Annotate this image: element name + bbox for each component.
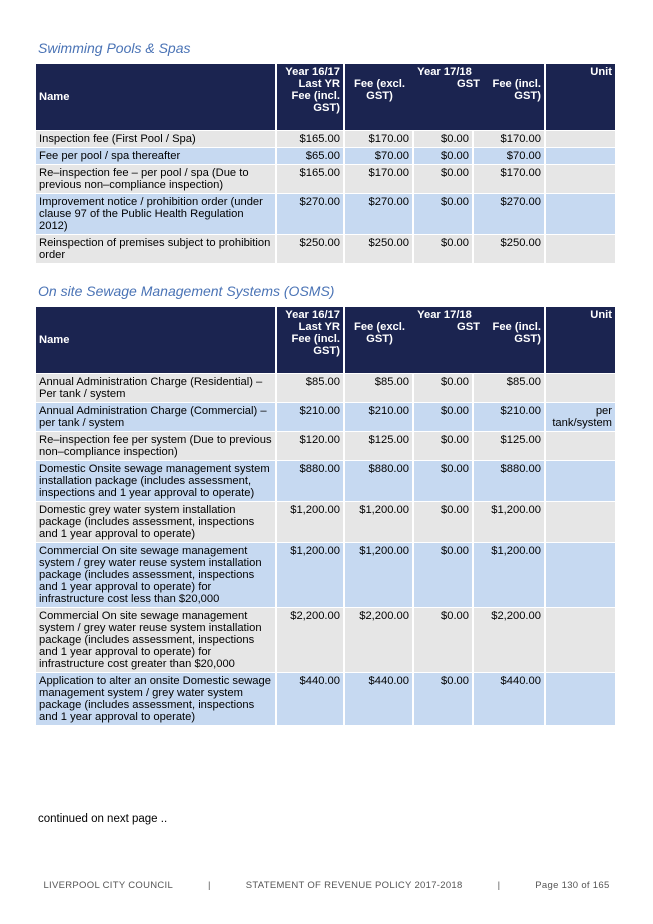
cell-fee-incl: $85.00 (474, 373, 546, 402)
header-last-yr (277, 64, 345, 130)
cell-fee-incl: $2,200.00 (474, 607, 546, 672)
header-year-prev: Year 16/17 (285, 66, 340, 78)
section-title-osms: On site Sewage Management Systems (OSMS) (38, 283, 335, 299)
header-year-curr: Year 17/18 (417, 66, 472, 78)
cell-fee-excl: $880.00 (345, 460, 414, 501)
cell-name: Reinspection of premises subject to prohibition order (36, 234, 277, 263)
header-year-prev: Year 16/17 (285, 309, 340, 321)
cell-fee-excl: $2,200.00 (345, 607, 414, 672)
cell-fee-incl: $1,200.00 (474, 501, 546, 542)
table-row (36, 373, 615, 402)
fee-table-osms (36, 307, 615, 725)
footer-doc-title: STATEMENT OF REVENUE POLICY 2017-2018 (245, 880, 463, 891)
cell-last-yr-fee: $2,200.00 (277, 607, 345, 672)
cell-unit (546, 164, 615, 193)
cell-name: Re–inspection fee per system (Due to previous non–compliance inspection) (36, 431, 277, 460)
cell-name: Commercial On site sewage management system / grey water reuse system installation package (includes assessment, inspections and 1 year approval to operate) for infrastructure cost greater than $20,000 (36, 607, 277, 672)
cell-fee-incl: $1,200.00 (474, 542, 546, 607)
header-gst: GST (457, 321, 480, 333)
cell-unit (546, 431, 615, 460)
cell-gst: $0.00 (414, 672, 474, 725)
cell-name: Improvement notice / prohibition order (under clause 97 of the Public Health Regulation 2012) (36, 193, 277, 234)
table-body-osms (36, 373, 615, 725)
cell-gst: $0.00 (414, 460, 474, 501)
cell-unit (546, 234, 615, 263)
header-fee-incl: Fee (incl. GST) (492, 321, 541, 345)
table-row (36, 431, 615, 460)
footer-separator: | (208, 880, 211, 891)
header-name: Name (36, 64, 277, 130)
cell-unit (546, 193, 615, 234)
cell-gst: $0.00 (414, 501, 474, 542)
footer-separator: | (497, 880, 501, 891)
cell-gst: $0.00 (414, 147, 474, 164)
cell-unit (546, 373, 615, 402)
cell-last-yr-fee: $210.00 (277, 402, 345, 431)
header-fee-excl: Fee (excl. GST) (354, 78, 405, 102)
cell-unit (546, 672, 615, 725)
cell-unit (546, 501, 615, 542)
table-row (36, 501, 615, 542)
section-title-pools: Swimming Pools & Spas (38, 40, 191, 56)
table-row (36, 147, 615, 164)
cell-name: Commercial On site sewage management system / grey water reuse system installation package (includes assessment, inspections and 1 year approval to operate) for infrastructure cost less than $20,000 (36, 542, 277, 607)
header-fee-excl: Fee (excl. GST) (354, 321, 405, 345)
header-last-yr-fee: Last YR Fee (incl. GST) (291, 78, 340, 114)
continued-note: continued on next page .. (38, 813, 168, 825)
header-last-yr-fee: Last YR Fee (incl. GST) (291, 321, 340, 357)
cell-last-yr-fee: $165.00 (277, 164, 345, 193)
cell-name: Domestic grey water system installation package (includes assessment, inspections and 1 year approval to operate) (36, 501, 277, 542)
cell-gst: $0.00 (414, 234, 474, 263)
header-unit: Unit (546, 64, 615, 130)
cell-gst: $0.00 (414, 402, 474, 431)
cell-fee-excl: $70.00 (345, 147, 414, 164)
header-year-curr: Year 17/18 (417, 309, 472, 321)
cell-name: Annual Administration Charge (Residential) – Per tank / system (36, 373, 277, 402)
table-row (36, 130, 615, 147)
cell-gst: $0.00 (414, 130, 474, 147)
header-last-yr (277, 307, 345, 373)
cell-fee-excl: $125.00 (345, 431, 414, 460)
header-unit: Unit (546, 307, 615, 373)
page-footer (0, 880, 653, 891)
cell-gst: $0.00 (414, 164, 474, 193)
cell-fee-excl: $170.00 (345, 164, 414, 193)
footer-org: LIVERPOOL CITY COUNCIL (43, 880, 174, 891)
cell-fee-incl: $70.00 (474, 147, 546, 164)
header-fee-incl: Fee (incl. GST) (492, 78, 541, 102)
table-row (36, 402, 615, 431)
cell-last-yr-fee: $1,200.00 (277, 542, 345, 607)
cell-fee-excl: $250.00 (345, 234, 414, 263)
table-row (36, 193, 615, 234)
cell-unit (546, 607, 615, 672)
cell-unit: per tank/system (546, 402, 615, 431)
cell-unit (546, 542, 615, 607)
cell-fee-excl: $1,200.00 (345, 501, 414, 542)
cell-gst: $0.00 (414, 193, 474, 234)
cell-name: Inspection fee (First Pool / Spa) (36, 130, 277, 147)
cell-fee-excl: $1,200.00 (345, 542, 414, 607)
cell-unit (546, 460, 615, 501)
cell-gst: $0.00 (414, 607, 474, 672)
table-row (36, 234, 615, 263)
cell-fee-incl: $270.00 (474, 193, 546, 234)
cell-gst: $0.00 (414, 542, 474, 607)
cell-gst: $0.00 (414, 373, 474, 402)
cell-fee-excl: $440.00 (345, 672, 414, 725)
table-body-pools (36, 130, 615, 263)
cell-last-yr-fee: $120.00 (277, 431, 345, 460)
cell-fee-incl: $210.00 (474, 402, 546, 431)
cell-fee-incl: $170.00 (474, 164, 546, 193)
cell-gst: $0.00 (414, 431, 474, 460)
table-row (36, 164, 615, 193)
cell-last-yr-fee: $165.00 (277, 130, 345, 147)
cell-fee-incl: $880.00 (474, 460, 546, 501)
header-gst: GST (457, 78, 480, 90)
cell-fee-excl: $85.00 (345, 373, 414, 402)
cell-unit (546, 130, 615, 147)
cell-fee-incl: $250.00 (474, 234, 546, 263)
header-name: Name (36, 307, 277, 373)
header-year-curr-group (345, 64, 546, 130)
cell-fee-excl: $210.00 (345, 402, 414, 431)
cell-fee-excl: $270.00 (345, 193, 414, 234)
cell-unit (546, 147, 615, 164)
cell-last-yr-fee: $85.00 (277, 373, 345, 402)
cell-name: Domestic Onsite sewage management system installation package (includes assessment, inspections and 1 year approval to operate) (36, 460, 277, 501)
cell-last-yr-fee: $440.00 (277, 672, 345, 725)
fee-table-pools (36, 64, 615, 263)
table-row (36, 607, 615, 672)
header-year-curr-group (345, 307, 546, 373)
table-row (36, 460, 615, 501)
cell-fee-excl: $170.00 (345, 130, 414, 147)
table-row (36, 542, 615, 607)
cell-last-yr-fee: $250.00 (277, 234, 345, 263)
cell-fee-incl: $440.00 (474, 672, 546, 725)
cell-name: Annual Administration Charge (Commercial) – per tank / system (36, 402, 277, 431)
cell-last-yr-fee: $1,200.00 (277, 501, 345, 542)
footer-page-number: Page 130 of 165 (535, 880, 610, 891)
cell-name: Re–inspection fee – per pool / spa (Due to previous non–compliance inspection) (36, 164, 277, 193)
cell-name: Fee per pool / spa thereafter (36, 147, 277, 164)
cell-name: Application to alter an onsite Domestic sewage management system / grey water system package (includes assessment, inspections and 1 year approval to operate) (36, 672, 277, 725)
cell-last-yr-fee: $270.00 (277, 193, 345, 234)
cell-last-yr-fee: $880.00 (277, 460, 345, 501)
cell-fee-incl: $170.00 (474, 130, 546, 147)
table-row (36, 672, 615, 725)
cell-fee-incl: $125.00 (474, 431, 546, 460)
cell-last-yr-fee: $65.00 (277, 147, 345, 164)
